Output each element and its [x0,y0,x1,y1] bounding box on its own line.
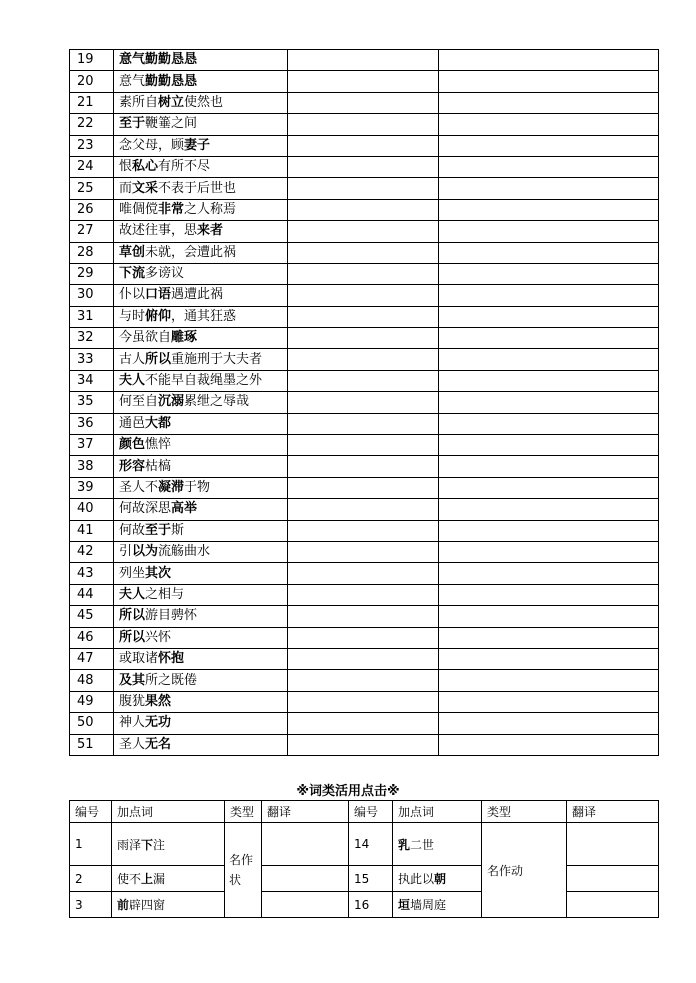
emphasized-word: 非常 [158,201,185,217]
emphasized-word: 草创 [119,244,146,260]
phrase-text: 唯倜傥 [119,201,159,217]
answer-cell [288,263,439,284]
table-row [70,563,659,584]
row-number: 34 [70,370,114,391]
answer-cell [288,520,439,541]
phrase-cell [114,456,288,477]
answer-cell [439,199,659,220]
phrase-cell [114,691,288,712]
answer-cell [288,691,439,712]
answer-cell [288,114,439,135]
emphasized-word: 所以 [145,351,172,367]
emphasized-word: 意气勤勤恳恳 [119,52,198,68]
row-number: 41 [70,520,114,541]
phrase-cell [114,734,288,755]
answer-cell [439,135,659,156]
phrase-text: 何故深思 [119,501,172,517]
table-row [70,670,659,691]
row-number: 44 [70,584,114,605]
row-number: 45 [70,606,114,627]
phrase-text: 素所自 [119,94,159,110]
emphasized-word: 俯仰 [145,308,172,324]
answer-cell [439,178,659,199]
phrase-text: 鞭箠之间 [145,116,198,132]
answer-cell [288,435,439,456]
phrase-text: 未就，会遭此祸 [145,244,237,260]
phrase-text: 通邑 [119,415,146,431]
table-row [70,456,659,477]
phrase-text: 兴怀 [145,629,172,645]
answer-cell [439,520,659,541]
emphasized-word: 凝滞 [158,480,185,495]
row-number: 35 [70,392,114,413]
word-cell [112,823,225,866]
header-cell: 加点词 [112,801,225,823]
answer-cell [288,606,439,627]
phrase-text: 仆以 [119,287,146,303]
answer-cell [439,734,659,755]
phrase-cell [114,413,288,434]
phrase-cell [114,221,288,242]
phrase-text: 之相与 [145,586,185,602]
phrase-text: 今虽欲自 [119,330,172,346]
table-row [70,285,659,306]
table-row [70,892,659,918]
answer-cell [439,392,659,413]
table-row [70,135,659,156]
answer-cell [439,541,659,562]
answer-cell [288,221,439,242]
emphasized-word: 颜色 [119,437,146,453]
phrase-text: 于物 [184,480,211,495]
answer-cell [439,263,659,284]
row-number: 19 [70,50,114,71]
header-cell: 类型 [482,801,567,823]
header-cell: 翻译 [262,801,349,823]
emphasized-word: 雕琢 [171,330,198,346]
phrase-text: 何至自 [119,394,159,410]
phrase-cell [114,627,288,648]
phrase-cell [114,648,288,669]
answer-cell [288,50,439,71]
emphasized-word: 怀抱 [158,651,185,667]
phrase-text: 圣人不 [119,480,159,495]
phrase-text: 注 [153,837,166,852]
phrase-text: 列坐 [119,565,146,581]
row-number: 23 [70,135,114,156]
table-row [70,648,659,669]
phrase-text: 古人 [119,351,146,367]
number-cell: 1 [70,823,112,866]
answer-cell [439,242,659,263]
row-number: 27 [70,221,114,242]
answer-cell [288,71,439,92]
translation-cell [262,823,349,866]
translation-cell [567,866,659,892]
emphasized-word: 至于 [119,116,146,132]
answer-cell [439,370,659,391]
table-row [70,178,659,199]
answer-cell [439,435,659,456]
phrase-text: 执此以 [398,872,435,886]
number-cell: 15 [349,866,393,892]
emphasized-word: 所以 [119,608,146,624]
table-row [70,221,659,242]
phrase-text: 不表于后世也 [158,180,237,196]
emphasized-word: 妻子 [184,137,211,153]
row-number: 46 [70,627,114,648]
phrase-cell [114,306,288,327]
phrase-text: 之人称焉 [184,201,237,217]
phrase-text: 雨泽 [117,837,142,852]
emphasized-word: 下流 [119,266,146,282]
translation-cell [567,892,659,918]
row-number: 40 [70,499,114,520]
table-row [70,584,659,605]
row-number: 39 [70,477,114,498]
table-row [70,541,659,562]
phrase-cell [114,435,288,456]
answer-cell [288,499,439,520]
answer-cell [439,713,659,734]
answer-cell [288,713,439,734]
emphasized-word: 垣 [398,898,411,912]
answer-cell [439,563,659,584]
translation-cell [567,823,659,866]
phrase-table [69,49,659,756]
table-row [70,156,659,177]
phrase-text: 漏 [153,872,166,886]
phrase-cell [114,50,288,71]
row-number: 50 [70,713,114,734]
phrase-text: 意气 [119,73,146,89]
emphasized-word: 大都 [145,415,172,431]
phrase-cell [114,713,288,734]
table-row [70,691,659,712]
emphasized-word: 无功 [145,715,172,731]
answer-cell [439,50,659,71]
table-row [70,199,659,220]
row-number: 37 [70,435,114,456]
emphasized-word: 乳 [398,837,411,852]
answer-cell [288,477,439,498]
answer-cell [439,92,659,113]
answer-cell [439,670,659,691]
header-cell: 编号 [349,801,393,823]
number-cell: 14 [349,823,393,866]
phrase-text: 二世 [410,837,435,852]
row-number: 21 [70,92,114,113]
table-row [70,349,659,370]
emphasized-word: 勤勤恳恳 [145,73,198,89]
table-row [70,499,659,520]
phrase-text: 与时 [119,308,146,324]
row-number: 49 [70,691,114,712]
answer-cell [439,156,659,177]
answer-cell [288,285,439,306]
answer-cell [288,328,439,349]
emphasized-word: 高举 [171,501,198,517]
table-row [70,242,659,263]
number-cell: 3 [70,892,112,918]
table-row [70,413,659,434]
phrase-text: 所之既倦 [145,672,198,688]
phrase-cell [114,178,288,199]
answer-cell [288,370,439,391]
phrase-text: ，通其狂惑 [171,308,237,324]
row-number: 30 [70,285,114,306]
answer-cell [439,306,659,327]
answer-cell [439,691,659,712]
emphasized-word: 来者 [197,223,224,239]
phrase-cell [114,263,288,284]
phrase-cell [114,199,288,220]
table-row [70,627,659,648]
word-cell [112,866,225,892]
phrase-text: 累绁之辱哉 [184,394,250,410]
phrase-text: 辟四窗 [129,898,166,912]
phrase-text: 多谤议 [145,266,185,282]
table-row [70,713,659,734]
answer-cell [288,156,439,177]
emphasized-word: 以为 [132,544,159,560]
phrase-cell [114,242,288,263]
phrase-cell [114,135,288,156]
phrase-text: 遇遭此祸 [171,287,224,303]
answer-cell [439,499,659,520]
phrase-cell [114,349,288,370]
phrase-cell [114,584,288,605]
phrase-text: 有所不尽 [158,159,211,175]
phrase-cell [114,328,288,349]
answer-cell [288,242,439,263]
header-row [70,801,659,823]
row-number: 36 [70,413,114,434]
emphasized-word: 口语 [145,287,172,303]
translation-cell [262,866,349,892]
word-class-table [69,800,659,918]
answer-cell [439,413,659,434]
answer-cell [288,178,439,199]
phrase-cell [114,285,288,306]
table-row [70,435,659,456]
phrase-text: 游目骋怀 [145,608,198,624]
phrase-cell [114,541,288,562]
row-number: 26 [70,199,114,220]
phrase-cell [114,156,288,177]
emphasized-word: 无名 [145,736,172,752]
phrase-cell [114,370,288,391]
emphasized-word: 夫人 [119,586,146,602]
answer-cell [288,584,439,605]
table-row [70,50,659,71]
phrase-cell [114,670,288,691]
emphasized-word: 下 [141,837,154,852]
word-cell [393,866,482,892]
header-cell: 类型 [225,801,262,823]
row-number: 32 [70,328,114,349]
emphasized-word: 上 [141,872,154,886]
table-row [70,734,659,755]
answer-cell [439,456,659,477]
emphasized-word: 果然 [145,693,172,709]
phrase-text: 流觞曲水 [158,544,211,560]
emphasized-word: 树立 [158,94,185,110]
row-number: 25 [70,178,114,199]
answer-cell [439,584,659,605]
answer-cell [439,114,659,135]
header-cell: 编号 [70,801,112,823]
row-number: 22 [70,114,114,135]
phrase-text: 引 [119,544,133,560]
phrase-cell [114,520,288,541]
phrase-text: 何故 [119,522,146,538]
table-row [70,823,659,866]
table-row [70,370,659,391]
answer-cell [288,670,439,691]
table-row [70,263,659,284]
answer-cell [439,627,659,648]
answer-cell [439,285,659,306]
answer-cell [288,306,439,327]
table-row [70,328,659,349]
emphasized-word: 至于 [145,522,172,538]
answer-cell [288,199,439,220]
phrase-cell [114,563,288,584]
emphasized-word: 前 [117,898,130,912]
phrase-text: 重施刑于大夫者 [171,351,263,367]
row-number: 42 [70,541,114,562]
answer-cell [439,71,659,92]
phrase-cell [114,114,288,135]
table-row [70,866,659,892]
phrase-text: 枯槁 [145,458,172,474]
phrase-cell [114,392,288,413]
row-number: 20 [70,71,114,92]
phrase-text: 墙周庭 [410,898,447,912]
phrase-cell [114,499,288,520]
section-title: ※词类活用点击※ [296,784,400,799]
table-row [70,92,659,113]
row-number: 29 [70,263,114,284]
phrase-text: 斯 [171,522,185,538]
answer-cell [439,477,659,498]
row-number: 33 [70,349,114,370]
row-number: 51 [70,734,114,755]
table-row [70,477,659,498]
phrase-text: 神人 [119,715,146,731]
table-row [70,306,659,327]
answer-cell [439,221,659,242]
emphasized-word: 及其 [119,672,146,688]
answer-cell [288,541,439,562]
answer-cell [288,456,439,477]
number-cell: 2 [70,866,112,892]
table-row [70,520,659,541]
type-cell: 名作状 [225,823,262,918]
word-cell [393,823,482,866]
word-cell [112,892,225,918]
header-cell: 加点词 [393,801,482,823]
phrase-text: 或取诸 [119,651,159,667]
answer-cell [439,328,659,349]
phrase-cell [114,71,288,92]
answer-cell [288,349,439,370]
row-number: 28 [70,242,114,263]
emphasized-word: 夫人 [119,373,146,389]
answer-cell [288,563,439,584]
phrase-text: 憔悴 [145,437,172,453]
row-number: 38 [70,456,114,477]
answer-cell [288,627,439,648]
answer-cell [439,606,659,627]
answer-cell [439,349,659,370]
phrase-text: 不能早自裁绳墨之外 [145,373,263,389]
answer-cell [288,92,439,113]
type-cell: 名作动 [482,823,567,918]
row-number: 48 [70,670,114,691]
phrase-text: 故述往事，思 [119,223,198,239]
phrase-cell [114,606,288,627]
emphasized-word: 朝 [434,872,447,886]
emphasized-word: 形容 [119,458,146,474]
table-row [70,71,659,92]
emphasized-word: 私心 [132,159,159,175]
emphasized-word: 其次 [145,565,172,581]
table-row [70,606,659,627]
word-cell [393,892,482,918]
phrase-cell [114,92,288,113]
answer-cell [288,392,439,413]
phrase-text: 而 [119,180,133,196]
emphasized-word: 所以 [119,629,146,645]
answer-cell [288,413,439,434]
phrase-cell [114,477,288,498]
phrase-text: 使不 [117,872,142,886]
emphasized-word: 沉溺 [158,394,185,410]
answer-cell [439,648,659,669]
answer-cell [288,135,439,156]
phrase-text: 使然也 [184,94,224,110]
translation-cell [262,892,349,918]
phrase-text: 念父母，顾 [119,137,185,153]
answer-cell [288,734,439,755]
header-cell: 翻译 [567,801,659,823]
table-row [70,392,659,413]
phrase-text: 腹犹 [119,693,146,709]
emphasized-word: 文采 [132,180,159,196]
row-number: 47 [70,648,114,669]
phrase-text: 圣人 [119,736,146,752]
row-number: 24 [70,156,114,177]
number-cell: 16 [349,892,393,918]
row-number: 31 [70,306,114,327]
answer-cell [288,648,439,669]
phrase-text: 恨 [119,159,133,175]
table-row [70,114,659,135]
row-number: 43 [70,563,114,584]
